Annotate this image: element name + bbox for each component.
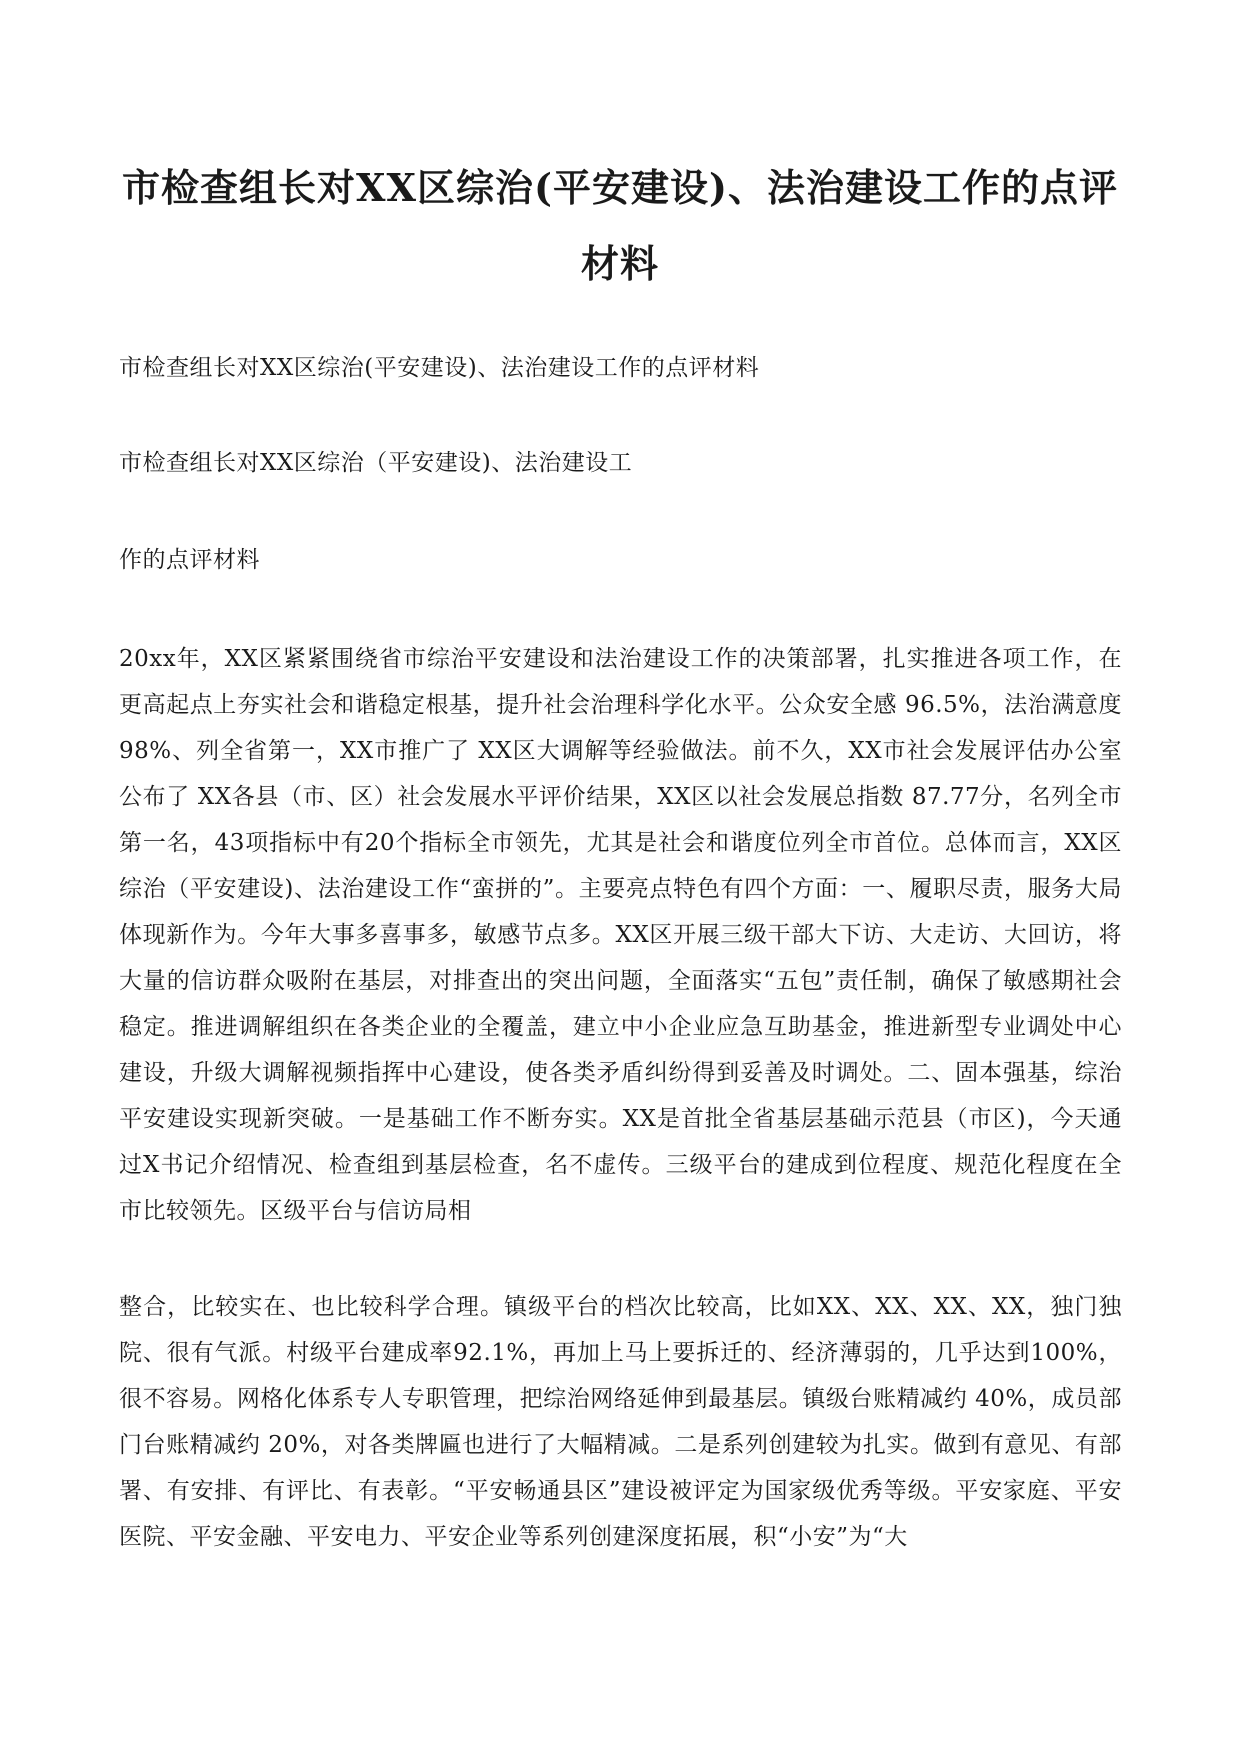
body-paragraph: 整合，比较实在、也比较科学合理。镇级平台的档次比较高，比如XX、XX、XX、XX，独门独院、很有气派。村级平台建成率92.1%，再加上马上要拆迁的、经济薄弱的，几乎达到100%，很不容易。网格化体系专人专职管理，把综治网络延伸到最基层。镇级台账精减约 40%，成员部门台账精减约 20%，对各类牌匾也进行了大幅精减。二是系列创建较为扎实。做到有意见、有部署、有安排、有评比、有表彰。“平安畅通县区”建设被评定为国家级优秀等级。平安家庭、平安医院、平安金融、平安电力、平安企业等系列创建深度拓展，积“小安”为“大: [119, 1294, 1122, 1550]
subtitle-paragraph: 市检查组长对XX区综治(平安建设)、法治建设工作的点评材料: [119, 355, 760, 381]
heading-line-2: 作的点评材料: [119, 547, 260, 573]
document-title: 市检查组长对XX区综治(平安建设)、法治建设工作的点评材料: [122, 165, 1118, 286]
body-paragraph: 20xx年，XX区紧紧围绕省市综治平安建设和法治建设工作的决策部署，扎实推进各项工作，在更高起点上夯实社会和谐稳定根基，提升社会治理科学化水平。公众安全感 96.5%，法治满意度 98%、列全省第一，XX市推广了 XX区大调解等经验做法。前不久，XX市社会发展评估办公室公布了 XX各县（市、区）社会发展水平评价结果，XX区以社会发展总指数 87.77分，名列全市第一名，43项指标中有20个指标全市领先，尤其是社会和谐度位列全市首位。总体而言，XX区综治（平安建设)、法治建设工作“蛮拼的”。主要亮点特色有四个方面：一、履职尽责，服务大局体现新作为。今年大事多喜事多，敏感节点多。XX区开展三级干部大下访、大走访、大回访，将大量的信访群众吸附在基层，对排查出的突出问题，全面落实“五包”责任制，确保了敏感期社会稳定。推进调解组织在各类企业的全覆盖，建立中小企业应急互助基金，推进新型专业调处中心建设，升级大调解视频指挥中心建设，使各类矛盾纠纷得到妥善及时调处。二、固本强基，综治平安建设实现新突破。一是基础工作不断夯实。XX是首批全省基层基础示范县（市区)，今天通过X书记介绍情况、检查组到基层检查，名不虚传。三级平台的建成到位程度、规范化程度在全市比较领先。区级平台与信访局相: [119, 646, 1122, 1224]
heading-line-1: 市检查组长对XX区综治（平安建设)、法治建设工: [119, 450, 633, 476]
